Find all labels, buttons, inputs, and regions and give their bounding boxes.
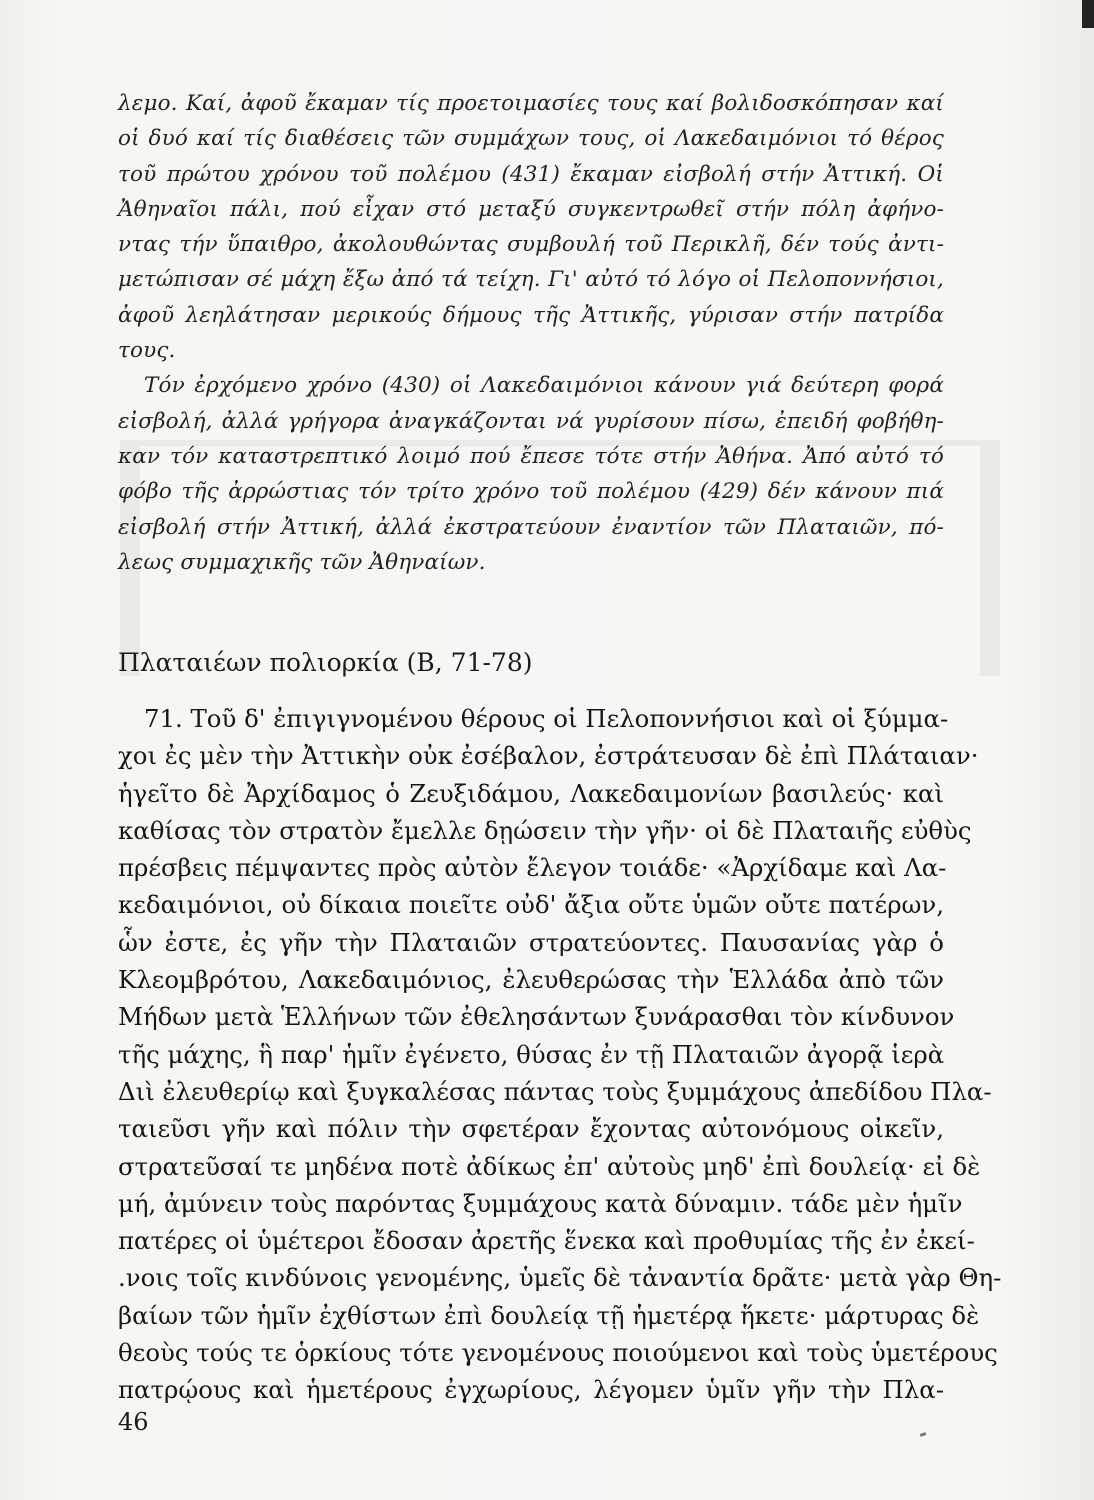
- intro-line: μετώπισαν σέ μάχη ἔξω ἀπό τά τείχη. Γι' αὐτό τό λόγο οἱ Πελοποννήσιοι,: [118, 267, 944, 293]
- greek-line: θεοὺς τούς τε ὁρκίους τότε γενομένους ποιούμενοι καὶ τοὺς ὑμετέρους: [118, 1338, 998, 1368]
- greek-line: πατρῴους καὶ ἡμετέρους ἐγχωρίους, λέγομεν ὑμῖν γῆν τὴν Πλα-: [118, 1375, 944, 1405]
- greek-line: .νοις τοῖς κινδύνοις γενομένης, ὑμεῖς δὲ τἀναντία δρᾶτε· μετὰ γὰρ Θη-: [118, 1263, 1002, 1293]
- greek-line: Μήδων μετὰ Ἑλλήνων τῶν ἐθελησάντων ξυνάρασθαι τὸν κίνδυνον: [118, 1002, 955, 1032]
- intro-line: εἰσβολή, ἀλλά γρήγορα ἀναγκάζονται νά γυρίσουν πίσω, ἐπειδή φοβήθη-: [118, 408, 944, 434]
- page-edge-mark: [1082, 0, 1094, 28]
- greek-line: μή, ἀμύνειν τοὺς παρόντας ξυμμάχους κατὰ δύναμιν. τάδε μὲν ἡμῖν: [118, 1188, 963, 1218]
- modern-greek-commentary: [118, 86, 944, 580]
- intro-line: ντας τήν ὕπαιθρο, ἀκολουθώντας συμβουλή τοῦ Περικλῆ, δέν τούς ἀντι-: [118, 232, 944, 258]
- greek-line: κεδαιμόνιοι, οὐ δίκαια ποιεῖτε οὐδ' ἄξια οὔτε ὑμῶν οὔτε πατέρων,: [118, 890, 944, 920]
- paper-speck: [920, 1432, 927, 1437]
- section-heading: Πλαταιέων πολιορκία (Β, 71-78): [118, 648, 533, 677]
- intro-line: Ἀθηναῖοι πάλι, πού εἶχαν στό μεταξύ συγκεντρωθεῖ στήν πόλη ἀφήνο-: [118, 196, 944, 222]
- greek-line: ἡγεῖτο δὲ Ἀρχίδαμος ὁ Ζευξιδάμου, Λακεδαιμονίων βασιλεύς· καὶ: [118, 778, 944, 808]
- intro-line: καν τόν καταστρεπτικό λοιμό πού ἔπεσε τότε στήν Ἀθήνα. Ἀπό αὐτό τό: [118, 443, 944, 469]
- intro-line: οἱ δυό καί τίς διαθέσεις τῶν συμμάχων τους, οἱ Λακεδαιμόνιοι τό θέρος: [118, 126, 944, 152]
- intro-line: ἀφοῦ λεηλάτησαν μερικούς δήμους τῆς Ἀττικῆς, γύρισαν στήν πατρίδα: [118, 302, 944, 328]
- greek-line: χοι ἐς μὲν τὴν Ἀττικὴν οὐκ ἐσέβαλον, ἐστράτευσαν δὲ ἐπὶ Πλάταιαν·: [118, 741, 979, 771]
- intro-line: εἰσβολή στήν Ἀττική, ἀλλά ἐκστρατεύουν ἐναντίον τῶν Πλαταιῶν, πό-: [118, 514, 944, 540]
- ancient-greek-text: [118, 700, 1002, 1409]
- intro-line: Τόν ἐρχόμενο χρόνο (430) οἱ Λακεδαιμόνιοι κάνουν γιά δεύτερη φορά: [144, 373, 944, 399]
- greek-line: τῆς μάχης, ἣ παρ' ἡμῖν ἐγένετο, θύσας ἐν τῇ Πλαταιῶν ἀγορᾷ ἱερὰ: [118, 1039, 945, 1069]
- intro-line: τους.: [118, 338, 176, 364]
- intro-line: τοῦ πρώτου χρόνου τοῦ πολέμου (431) ἔκαμαν εἰσβολή στήν Ἀττική. Οἱ: [118, 161, 944, 187]
- greek-line: 71. Τοῦ δ' ἐπιγιγνομένου θέρους οἱ Πελοποννήσιοι καὶ οἱ ξύμμα-: [144, 704, 949, 733]
- greek-line: βαίων τῶν ἡμῖν ἐχθίστων ἐπὶ δουλείᾳ τῇ ἡμετέρᾳ ἥκετε· μάρτυρας δὲ: [118, 1300, 980, 1330]
- greek-line: πατέρες οἱ ὑμέτεροι ἔδοσαν ἀρετῆς ἕνεκα καὶ προθυμίας τῆς ἐν ἐκεί-: [118, 1226, 975, 1256]
- greek-line: πρέσβεις πέμψαντες πρὸς αὐτὸν ἔλεγον τοιάδε· «Ἀρχίδαμε καὶ Λα-: [118, 853, 947, 883]
- greek-line: στρατεῦσαί τε μηδένα ποτὲ ἀδίκως ἐπ' αὐτοὺς μηδ' ἐπὶ δουλείᾳ· εἰ δὲ: [118, 1151, 981, 1181]
- intro-line: λεμο. Καί, ἀφοῦ ἔκαμαν τίς προετοιμασίες τους καί βολιδοσκόπησαν καί: [118, 91, 944, 116]
- greek-line: Κλεομβρότου, Λακεδαιμόνιος, ἐλευθερώσας τὴν Ἑλλάδα ἀπὸ τῶν: [118, 965, 944, 995]
- greek-line: καθίσας τὸν στρατὸν ἔμελλε δῃώσειν τὴν γῆν· οἱ δὲ Πλαταιῆς εὐθὺς: [118, 815, 972, 845]
- intro-line: φόβο τῆς ἀρρώστιας τόν τρίτο χρόνο τοῦ πολέμου (429) δέν κάνουν πιά: [118, 479, 944, 505]
- intro-line: λεως συμμαχικῆς τῶν Ἀθηναίων.: [118, 549, 486, 575]
- greek-line: ταιεῦσι γῆν καὶ πόλιν τὴν σφετέραν ἔχοντας αὐτονόμους οἰκεῖν,: [118, 1114, 944, 1144]
- greek-line: ὧν ἐστε, ἐς γῆν τὴν Πλαταιῶν στρατεύοντες. Παυσανίας γὰρ ὁ: [118, 927, 944, 957]
- page-number: 46: [118, 1408, 149, 1436]
- greek-line: Διὶ ἐλευθερίῳ καὶ ξυγκαλέσας πάντας τοὺς ξυμμάχους ἀπεδίδου Πλα-: [118, 1076, 992, 1106]
